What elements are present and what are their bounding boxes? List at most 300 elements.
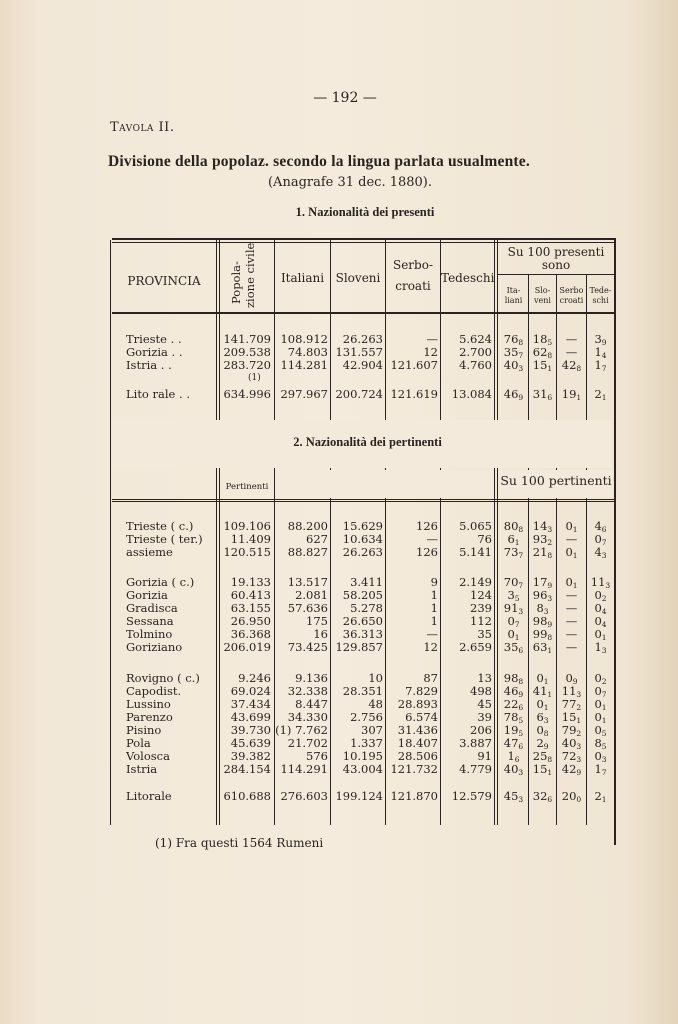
cell-p_ita_d: 9 [518, 690, 524, 699]
cell-serbo: — [426, 627, 438, 641]
cell-p_ted: $0_7$ [594, 532, 607, 547]
cell-pop: 39.730 [230, 723, 271, 737]
cell-p_slo_d: 9 [547, 581, 553, 590]
cell-serbo: 31.436 [397, 723, 438, 737]
header-sub-ita [499, 286, 528, 306]
cell-ted: 124 [470, 588, 492, 602]
header-serbo-2: croati [395, 279, 431, 293]
cell-slo: 307 [361, 723, 383, 737]
cell-p_ita: $19_5$ [503, 723, 524, 738]
cell-serbo: 1 [430, 588, 438, 602]
cell-pop: 610.688 [223, 789, 271, 803]
row-name: assieme [126, 545, 173, 559]
cell-p_serbo: — [565, 601, 578, 615]
cell-ted: 12.579 [451, 789, 492, 803]
cell-ted: 76 [477, 532, 492, 546]
cell-p_slo: $99_8$ [532, 627, 553, 642]
cell-slo: 10.195 [342, 749, 383, 763]
cell-p_serbo: — [565, 627, 578, 641]
cell-p_serbo_d: 1 [576, 716, 582, 725]
row-name: Gorizia ( c.) [126, 575, 195, 589]
header-sub-slo-2: veni [534, 296, 551, 305]
cell-pop: 9.246 [238, 671, 271, 685]
cell-ted: 39 [477, 710, 492, 724]
cell-p_slo_d: 8 [547, 551, 553, 560]
row-name: Trieste . . [126, 332, 182, 346]
cell-p_ted_d: 1 [601, 703, 607, 712]
cell-p_slo: $2_9$ [536, 736, 549, 751]
cell-p_ita_d: 7 [514, 620, 520, 629]
cell-serbo: 28.506 [397, 749, 438, 763]
cell-p_ted: $4_3$ [594, 545, 607, 560]
cell-p_ita_d: 8 [518, 338, 524, 347]
cell-p_slo_d: 1 [547, 768, 553, 777]
cell-p_serbo: $42_9$ [561, 762, 582, 777]
cell-p_ita: $73_7$ [503, 545, 524, 560]
cell-p_ted: $11_3$ [590, 575, 611, 590]
cell-slo: 199.124 [335, 789, 383, 803]
row-name: Istria . . [126, 358, 172, 372]
cell-p_ted: $1_7$ [594, 762, 607, 777]
cell-p_ita_d: 8 [518, 677, 524, 686]
header-su100-1: Su 100 presenti [507, 245, 605, 259]
row-name: Litorale [126, 789, 172, 803]
cell-ita: 297.967 [280, 387, 328, 401]
cell-p_slo: $98_9$ [532, 614, 553, 629]
cell-p_slo_d: 3 [547, 594, 553, 603]
cell-ted: 13 [477, 671, 492, 685]
cell-p_ted_d: 4 [601, 620, 607, 629]
cell-p_ita: $46_9$ [503, 387, 524, 402]
cell-p_ted_d: 2 [601, 594, 607, 603]
cell-p_ted: $0_1$ [594, 627, 607, 642]
row-name: Pola [126, 736, 151, 750]
cell-slo: 15.629 [342, 519, 383, 533]
cell-p_ted_d: 9 [601, 338, 607, 347]
cell-p_ita: $35_6$ [503, 640, 524, 655]
cell-slo: 10.634 [342, 532, 383, 546]
cell-slo: 129.857 [335, 640, 383, 654]
cell-p_serbo: — [565, 588, 578, 602]
cell-ita: 88.200 [287, 519, 328, 533]
cell-pop: 45.639 [230, 736, 271, 750]
cell-p_serbo_d: 1 [576, 393, 582, 402]
header-provincia: PROVINCIA [127, 274, 201, 288]
cell-p_serbo: $79_2$ [561, 723, 582, 738]
cell-p_ita_d: 6 [518, 742, 524, 751]
cell-p_serbo_d: 9 [576, 768, 582, 777]
cell-p_ita: $35_7$ [503, 345, 524, 360]
cell-p_ted: $0_1$ [594, 710, 607, 725]
cell-pop: 634.996 [223, 387, 271, 401]
cell-ita: 108.912 [280, 332, 328, 346]
cell-p_slo_d: 9 [547, 620, 553, 629]
cell-p_slo: $17_9$ [532, 575, 553, 590]
cell-p_ita_d: 1 [514, 633, 520, 642]
cell-p_ita_d: 9 [518, 393, 524, 402]
cell-pop: 63.155 [230, 601, 271, 615]
cell-p_ita: $3_5$ [507, 588, 520, 603]
cell-p_ita: $80_8$ [503, 519, 524, 534]
cell-p_ita_d: 6 [518, 703, 524, 712]
cell-p_ted_d: 5 [601, 742, 607, 751]
cell-p_ita: $22_6$ [503, 697, 524, 712]
cell-p_serbo: $0_1$ [565, 575, 578, 590]
row-name: Trieste ( ter.) [126, 532, 203, 546]
cell-slo: 10 [368, 671, 383, 685]
cell-p_slo: $14_3$ [532, 519, 553, 534]
header-popolazione-2: zione civile [243, 242, 257, 308]
cell-p_ted: $0_3$ [594, 749, 607, 764]
cell-serbo: 87 [423, 671, 438, 685]
cell-p_slo_d: 6 [547, 393, 553, 402]
cell-p_ita_d: 6 [514, 755, 520, 764]
cell-p_ted: $1_7$ [594, 358, 607, 373]
cell-p_ted_d: 3 [601, 551, 607, 560]
cell-p_serbo_d: 1 [572, 551, 578, 560]
cell-p_ted_d: 3 [601, 646, 607, 655]
cell-p_ita: $40_3$ [503, 358, 524, 373]
header-sub-serbo [557, 286, 586, 306]
page-subtitle: (Anagrafe 31 dec. 1880). [267, 175, 433, 190]
cell-p_ita: $47_6$ [503, 736, 524, 751]
cell-p_ted_d: 5 [601, 729, 607, 738]
cell-ita: 13.517 [287, 575, 328, 589]
cell-p_ted: $4_6$ [594, 519, 607, 534]
cell-ted: 91 [477, 749, 492, 763]
cell-p_slo_d: 8 [543, 729, 549, 738]
cell-ita: 114.281 [280, 358, 328, 372]
cell-slo: 43.004 [342, 762, 383, 776]
cell-p_ita: $98_8$ [503, 671, 524, 686]
cell-ita: 32.338 [287, 684, 328, 698]
cell-p_slo_d: 1 [547, 690, 553, 699]
cell-serbo: 121.607 [390, 358, 438, 372]
cell-pop: 109.106 [223, 519, 271, 533]
cell-serbo: 1 [430, 601, 438, 615]
cell-ita: 2.081 [295, 588, 328, 602]
header-su100-pertinenti: Su 100 pertinenti [500, 473, 612, 488]
cell-p_ita_d: 3 [518, 607, 524, 616]
cell-p_ted: $0_5$ [594, 723, 607, 738]
cell-p_slo: $31_6$ [532, 387, 553, 402]
cell-p_ted_d: 1 [601, 716, 607, 725]
header-sub-serbo-1: Serbo [559, 286, 584, 295]
cell-slo: 131.557 [335, 345, 383, 359]
cell-p_serbo_d: 0 [576, 795, 582, 804]
cell-ita: 276.603 [280, 789, 328, 803]
cell-ted: 35 [477, 627, 492, 641]
cell-p_ted_d: 7 [601, 538, 607, 547]
cell-ita: 16 [313, 627, 328, 641]
header-sub-serbo-2: croati [559, 296, 584, 305]
cell-p_ita: $40_3$ [503, 762, 524, 777]
cell-pop: 26.950 [230, 614, 271, 628]
cell-ted: 206 [470, 723, 492, 737]
row-name: Trieste ( c.) [126, 519, 194, 533]
header-sub-slo-1: Slo- [534, 286, 551, 295]
cell-p_slo: $63_1$ [532, 640, 553, 655]
cell-pop: 284.154 [223, 762, 271, 776]
cell-ita: 88.827 [287, 545, 328, 559]
cell-p_serbo_d: 2 [576, 703, 582, 712]
row-name: Capodist. [126, 684, 182, 698]
cell-p_serbo: $11_3$ [561, 684, 582, 699]
cell-p_serbo_d: 3 [576, 742, 582, 751]
cell-ita: (1) 7.762 [275, 723, 328, 737]
cell-p_slo_d: 3 [543, 716, 549, 725]
cell-pop: 60.413 [230, 588, 271, 602]
cell-p_slo: $6_3$ [536, 710, 549, 725]
cell-p_slo: $18_5$ [532, 332, 553, 347]
cell-p_ted: $3_9$ [594, 332, 607, 347]
cell-p_slo_d: 3 [547, 525, 553, 534]
cell-p_slo_d: 8 [547, 755, 553, 764]
cell-ted: 239 [470, 601, 492, 615]
cell-ted: 112 [470, 614, 492, 628]
cell-p_ita_d: 3 [518, 768, 524, 777]
cell-ted: 5.624 [459, 332, 492, 346]
cell-p_ted: $0_4$ [594, 614, 607, 629]
cell-p_serbo: $0_9$ [565, 671, 578, 686]
cell-p_ita: $0_7$ [507, 614, 520, 629]
cell-p_ted: $0_7$ [594, 684, 607, 699]
cell-p_ita_d: 7 [518, 551, 524, 560]
cell-p_slo_d: 5 [547, 338, 553, 347]
header-sloveni: Sloveni [335, 271, 381, 285]
cell-p_slo: $15_1$ [532, 358, 553, 373]
cell-ita: 114.291 [280, 762, 328, 776]
cell-p_slo_d: 1 [543, 677, 549, 686]
cell-p_slo_d: 9 [543, 742, 549, 751]
cell-p_ita_d: 5 [514, 594, 520, 603]
cell-p_slo_d: 6 [547, 795, 553, 804]
cell-p_slo_d: 1 [543, 703, 549, 712]
cell-p_ted: $0_2$ [594, 588, 607, 603]
cell-p_ted_d: 1 [601, 633, 607, 642]
cell-p_ted_d: 4 [601, 607, 607, 616]
cell-p_ita: $45_3$ [503, 789, 524, 804]
row-name: Goriziano [126, 640, 183, 654]
cell-ita: 34.330 [287, 710, 328, 724]
cell-ted: 2.149 [459, 575, 492, 589]
cell-slo: 5.278 [350, 601, 383, 615]
cell-slo: 28.351 [342, 684, 383, 698]
cell-p_ted: $2_1$ [594, 789, 607, 804]
cell-p_serbo_d: 9 [572, 677, 578, 686]
row-name: Pisino [126, 723, 162, 737]
cell-ita: 8.447 [295, 697, 328, 711]
cell-serbo: 121.619 [390, 387, 438, 401]
cell-serbo: 9 [430, 575, 438, 589]
cell-p_ted_d: 7 [601, 690, 607, 699]
header-serbo-1: Serbo- [392, 258, 434, 272]
cell-p_ted: $0_4$ [594, 601, 607, 616]
header-tedeschi: Tedeschi [441, 271, 495, 285]
cell-p_slo: $0_1$ [536, 671, 549, 686]
cell-p_slo_d: 8 [547, 351, 553, 360]
cell-p_slo: $41_1$ [532, 684, 553, 699]
cell-serbo: — [426, 332, 438, 346]
cell-p_serbo_d: 1 [572, 581, 578, 590]
cell-p_slo_d: 3 [543, 607, 549, 616]
header-popolazione-1: Popola- [229, 261, 243, 304]
cell-p_ita: $76_8$ [503, 332, 524, 347]
cell-pop: 11.409 [230, 532, 271, 546]
cell-p_serbo: $40_3$ [561, 736, 582, 751]
cell-ted: 4.779 [459, 762, 492, 776]
cell-ted: 5.141 [459, 545, 492, 559]
cell-serbo: 12 [423, 345, 438, 359]
cell-ita: 9.136 [295, 671, 328, 685]
cell-p_ita_d: 5 [518, 716, 524, 725]
cell-p_slo: $93_2$ [532, 532, 553, 547]
cell-slo: 3.411 [350, 575, 383, 589]
cell-p_ted: $8_5$ [594, 736, 607, 751]
cell-p_slo: $62_8$ [532, 345, 553, 360]
header-sub-slo [529, 286, 556, 306]
cell-ita: 57.636 [287, 601, 328, 615]
cell-p_ted_d: 1 [601, 393, 607, 402]
cell-p_serbo_d: 3 [576, 690, 582, 699]
header-sub-ted-2: schi [592, 296, 609, 305]
cell-slo: 36.313 [342, 627, 383, 641]
cell-p_serbo: — [565, 532, 578, 546]
cell-serbo: — [426, 532, 438, 546]
cell-ted: 498 [470, 684, 492, 698]
cell-p_serbo: $0_1$ [565, 519, 578, 534]
cell-serbo: 6.574 [405, 710, 438, 724]
cell-p_ita_d: 7 [518, 351, 524, 360]
cell-ita: 576 [306, 749, 328, 763]
cell-ted: 3.887 [459, 736, 492, 750]
cell-p_serbo: $77_2$ [561, 697, 582, 712]
header-pertinenti: Pertinenti [225, 482, 269, 492]
cell-p_ted: $1_3$ [594, 640, 607, 655]
header-sub-ted [587, 286, 614, 306]
table-label: Tavola II. [110, 120, 175, 135]
row-name: Parenzo [126, 710, 173, 724]
page-title: Divisione della popolaz. secondo la lingua parlata usualmente. [108, 153, 530, 170]
cell-slo: 58.205 [342, 588, 383, 602]
cell-ted: 45 [477, 697, 492, 711]
cell-slo: 1.337 [350, 736, 383, 750]
row-name: Lussino [126, 697, 171, 711]
cell-p_ted_d: 2 [601, 677, 607, 686]
cell-pop: 69.024 [230, 684, 271, 698]
cell-p_serbo: $42_8$ [561, 358, 582, 373]
cell-p_ita_d: 7 [518, 581, 524, 590]
section1-heading: 1. Nazionalità dei presenti [295, 205, 435, 219]
cell-p_serbo: $15_1$ [561, 710, 582, 725]
cell-p_slo: $96_3$ [532, 588, 553, 603]
row-name: Gradisca [126, 601, 178, 615]
header-sub-ita-2: liani [504, 296, 523, 305]
cell-ita: 627 [306, 532, 328, 546]
cell-serbo: 121.732 [390, 762, 438, 776]
cell-p_ted_d: 3 [605, 581, 611, 590]
cell-p_slo: $8_3$ [536, 601, 549, 616]
cell-ted: 2.659 [459, 640, 492, 654]
cell-slo: 26.650 [342, 614, 383, 628]
cell-p_serbo_d: 3 [576, 755, 582, 764]
cell-p_ita: $78_5$ [503, 710, 524, 725]
cell-p_serbo_d: 1 [572, 525, 578, 534]
cell-p_serbo: $19_1$ [561, 387, 582, 402]
footnote: (1) Fra questi 1564 Rumeni [155, 836, 324, 850]
cell-pop: 120.515 [223, 545, 271, 559]
cell-pop: 206.019 [223, 640, 271, 654]
cell-p_ted_d: 3 [601, 755, 607, 764]
cell-p_ted: $2_1$ [594, 387, 607, 402]
cell-pop: 141.709 [223, 332, 271, 346]
cell-serbo: 121.870 [390, 789, 438, 803]
cell-ted: 5.065 [459, 519, 492, 533]
cell-p_ita: $6_1$ [507, 532, 520, 547]
cell-serbo: 12 [423, 640, 438, 654]
cell-p_ted: $0_1$ [594, 697, 607, 712]
cell-p_ted: $0_2$ [594, 671, 607, 686]
row-name: Sessana [126, 614, 174, 628]
cell-ita: 175 [306, 614, 328, 628]
cell-p_ita: $91_3$ [503, 601, 524, 616]
page-number: — 192 — [313, 90, 377, 106]
cell-p_ted_d: 1 [601, 795, 607, 804]
row-name: Istria [126, 762, 158, 776]
cell-p_serbo: $20_0$ [561, 789, 582, 804]
cell-slo: 48 [368, 697, 383, 711]
cell-p_ita_d: 8 [518, 525, 524, 534]
cell-pop: 19.133 [230, 575, 271, 589]
cell-slo: 26.263 [342, 332, 383, 346]
cell-pop: 36.368 [230, 627, 271, 641]
header-su100-2: sono [541, 258, 571, 272]
cell-p_slo: $21_8$ [532, 545, 553, 560]
section2-heading: 2. Nazionalità dei pertinenti [293, 435, 442, 449]
cell-ita: 73.425 [287, 640, 328, 654]
cell-p_slo_d: 1 [547, 646, 553, 655]
row-name: Volosca [126, 749, 170, 763]
cell-ted: 4.760 [459, 358, 492, 372]
cell-p_ita_d: 3 [518, 364, 524, 373]
cell-serbo: 28.893 [397, 697, 438, 711]
header-italiani: Italiani [280, 271, 325, 285]
cell-p_slo: $15_1$ [532, 762, 553, 777]
cell-p_slo: $32_6$ [532, 789, 553, 804]
cell-p_slo_d: 1 [547, 364, 553, 373]
cell-p_serbo: — [565, 614, 578, 628]
cell-p_serbo: $0_1$ [565, 545, 578, 560]
cell-slo: 26.263 [342, 545, 383, 559]
cell-p_ita: $70_7$ [503, 575, 524, 590]
row-name: Gorizia [126, 588, 168, 602]
cell-p_ita: $0_1$ [507, 627, 520, 642]
cell-p_slo_d: 2 [547, 538, 553, 547]
cell-p_serbo_d: 2 [576, 729, 582, 738]
cell-serbo: 126 [416, 519, 438, 533]
cell-pop: 43.699 [230, 710, 271, 724]
cell-p_ita_d: 1 [514, 538, 520, 547]
cell-slo: 200.724 [335, 387, 383, 401]
row-name: Gorizia . . [126, 345, 183, 359]
cell-ted: 13.084 [451, 387, 492, 401]
cell-p_ted_d: 6 [601, 525, 607, 534]
cell-p_serbo: — [565, 332, 578, 346]
cell-serbo: 1 [430, 614, 438, 628]
cell-slo: 2.756 [350, 710, 383, 724]
cell-p_ita_d: 5 [518, 729, 524, 738]
cell-p_serbo: — [565, 345, 578, 359]
